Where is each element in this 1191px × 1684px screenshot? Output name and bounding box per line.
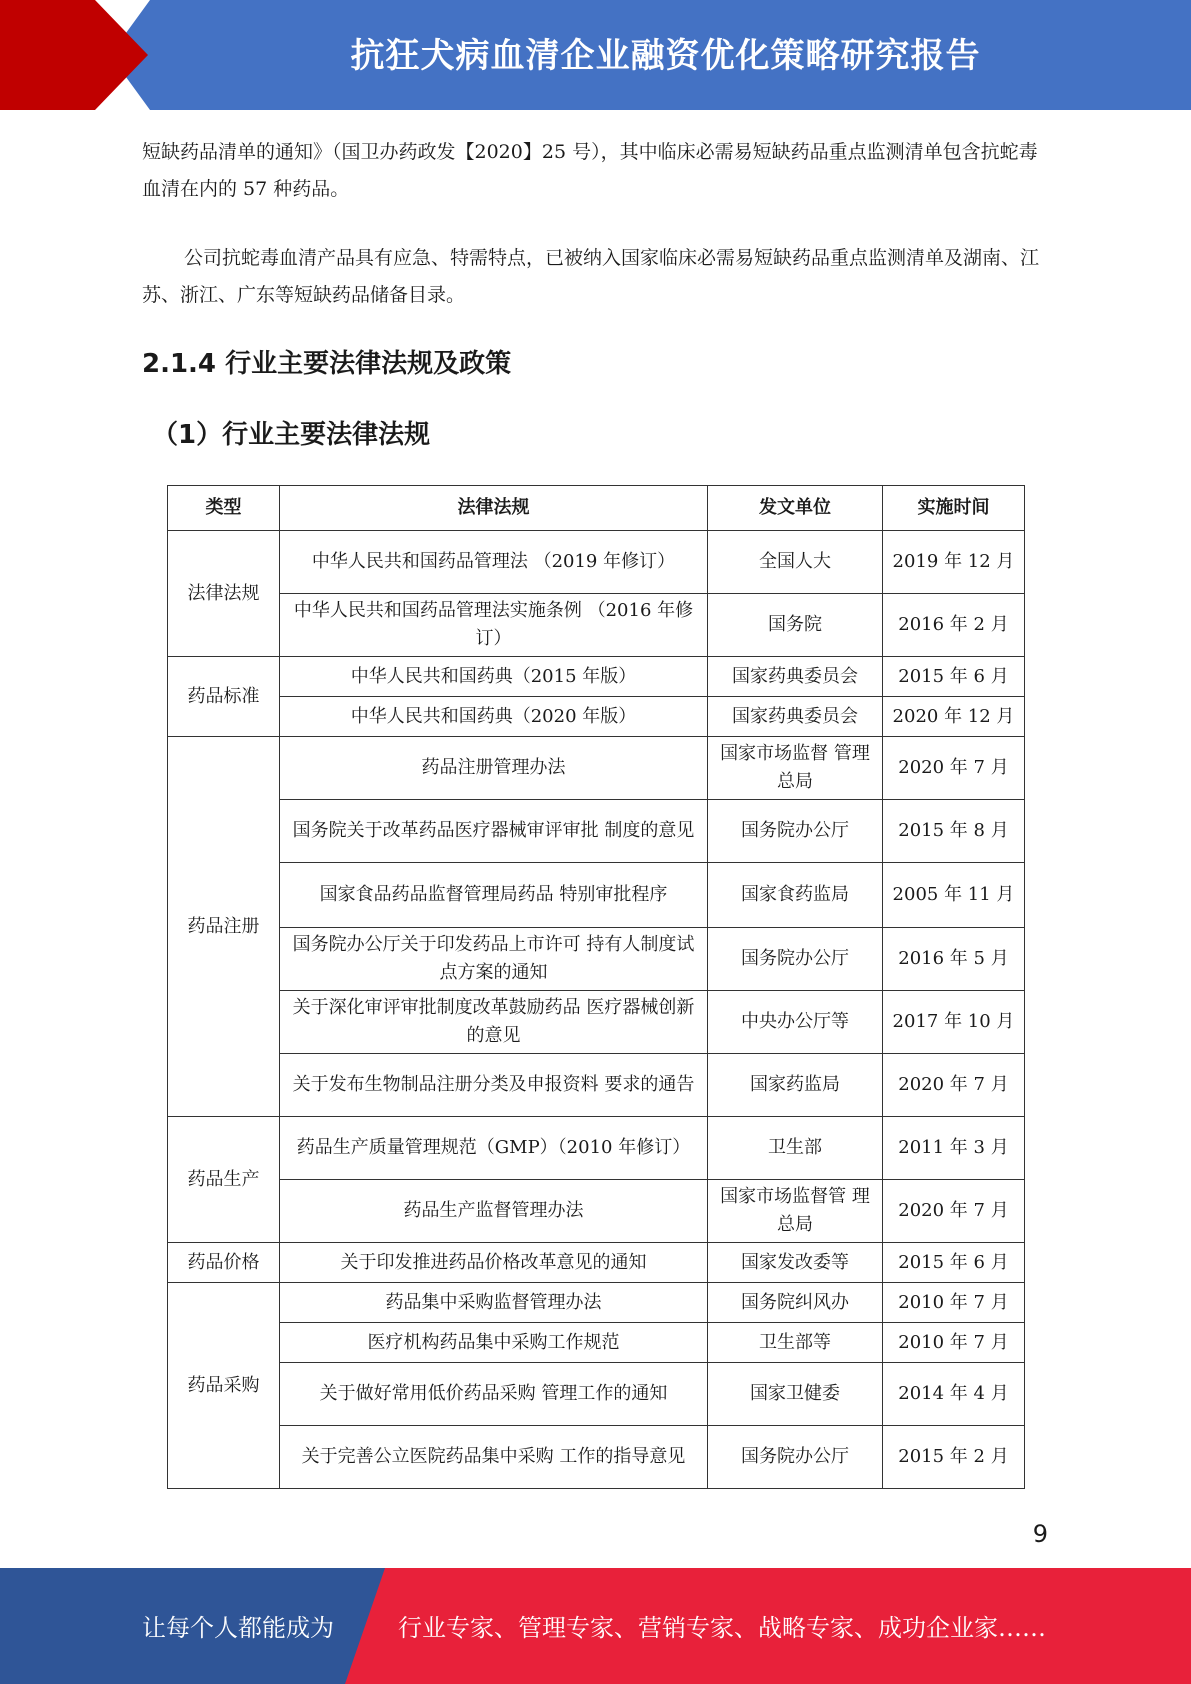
category-cell: 药品价格	[168, 1243, 280, 1283]
table-row	[168, 594, 1025, 657]
table-row	[168, 697, 1025, 737]
date-cell: 2015 年 6 月	[883, 657, 1025, 697]
law-cell: 药品集中采购监督管理办法	[280, 1283, 708, 1323]
header-date: 实施时间	[883, 486, 1025, 531]
issuer-cell: 国家市场监督 管理总局	[708, 737, 883, 800]
issuer-cell: 全国人大	[708, 531, 883, 594]
law-cell: 国务院关于改革药品医疗器械审评审批 制度的意见	[280, 800, 708, 863]
issuer-cell: 国家市场监督管 理总局	[708, 1180, 883, 1243]
table-row	[168, 991, 1025, 1054]
law-cell: 国家食品药品监督管理局药品 特别审批程序	[280, 863, 708, 928]
law-cell: 药品生产监督管理办法	[280, 1180, 708, 1243]
date-cell: 2019 年 12 月	[883, 531, 1025, 594]
table-row	[168, 800, 1025, 863]
issuer-cell: 国家食药监局	[708, 863, 883, 928]
law-cell: 中华人民共和国药典（2015 年版）	[280, 657, 708, 697]
law-cell: 国务院办公厅关于印发药品上市许可 持有人制度试点方案的通知	[280, 928, 708, 991]
table-row	[168, 1054, 1025, 1117]
issuer-cell: 国务院办公厅	[708, 1426, 883, 1489]
issuer-cell: 国家发改委等	[708, 1243, 883, 1283]
table-row	[168, 737, 1025, 800]
category-cell: 药品生产	[168, 1117, 280, 1243]
law-cell: 药品注册管理办法	[280, 737, 708, 800]
law-cell: 中华人民共和国药品管理法实施条例 （2016 年修订）	[280, 594, 708, 657]
sub-heading: （1）行业主要法律法规	[152, 420, 431, 450]
issuer-cell: 中央办公厅等	[708, 991, 883, 1054]
date-cell: 2020 年 7 月	[883, 1180, 1025, 1243]
date-cell: 2017 年 10 月	[883, 991, 1025, 1054]
date-cell: 2016 年 2 月	[883, 594, 1025, 657]
footer-slogan-left: 让每个人都能成为	[142, 1614, 334, 1642]
date-cell: 2014 年 4 月	[883, 1363, 1025, 1426]
law-cell: 关于发布生物制品注册分类及申报资料 要求的通告	[280, 1054, 708, 1117]
date-cell: 2015 年 6 月	[883, 1243, 1025, 1283]
date-cell: 2020 年 12 月	[883, 697, 1025, 737]
paragraph-1: 短缺药品清单的通知》（国卫办药政发【2020】25 号），其中临床必需易短缺药品重点监测清单包含抗蛇毒血清在内的 57 种药品。	[142, 141, 1038, 200]
page-number: 9	[1032, 1520, 1048, 1548]
report-title: 抗狂犬病血清企业融资优化策略研究报告	[350, 36, 981, 76]
category-cell: 药品采购	[168, 1283, 280, 1489]
table-row	[168, 1426, 1025, 1489]
issuer-cell: 国家药典委员会	[708, 697, 883, 737]
law-cell: 药品生产质量管理规范（GMP）（2010 年修订）	[280, 1117, 708, 1180]
issuer-cell: 国家卫健委	[708, 1363, 883, 1426]
issuer-cell: 国务院	[708, 594, 883, 657]
date-cell: 2020 年 7 月	[883, 737, 1025, 800]
date-cell: 2020 年 7 月	[883, 1054, 1025, 1117]
paragraph-2: 公司抗蛇毒血清产品具有应急、特需特点，已被纳入国家临床必需易短缺药品重点监测清单及湖南、江苏、浙江、广东等短缺药品储备目录。	[142, 247, 1040, 306]
table-row	[168, 531, 1025, 594]
table-row	[168, 1243, 1025, 1283]
table-header-row	[168, 486, 1025, 531]
section-heading: 2.1.4 行业主要法律法规及政策	[142, 349, 512, 379]
header-type: 类型	[168, 486, 280, 531]
table-row	[168, 1323, 1025, 1363]
category-cell: 药品注册	[168, 737, 280, 1117]
issuer-cell: 国务院纠风办	[708, 1283, 883, 1323]
table-row	[168, 1283, 1025, 1323]
table-row	[168, 657, 1025, 697]
table-row	[168, 1363, 1025, 1426]
issuer-cell: 卫生部等	[708, 1323, 883, 1363]
issuer-cell: 国家药典委员会	[708, 657, 883, 697]
table-row	[168, 1117, 1025, 1180]
issuer-cell: 卫生部	[708, 1117, 883, 1180]
date-cell: 2005 年 11 月	[883, 863, 1025, 928]
footer-slogan-right: 行业专家、管理专家、营销专家、战略专家、成功企业家……	[398, 1614, 1046, 1642]
page-header	[0, 0, 1191, 110]
law-cell: 关于完善公立医院药品集中采购 工作的指导意见	[280, 1426, 708, 1489]
law-cell: 关于印发推进药品价格改革意见的通知	[280, 1243, 708, 1283]
issuer-cell: 国务院办公厅	[708, 800, 883, 863]
header-law: 法律法规	[280, 486, 708, 531]
law-cell: 关于深化审评审批制度改革鼓励药品 医疗器械创新的意见	[280, 991, 708, 1054]
category-cell: 药品标准	[168, 657, 280, 737]
date-cell: 2010 年 7 月	[883, 1283, 1025, 1323]
table-row	[168, 1180, 1025, 1243]
law-cell: 关于做好常用低价药品采购 管理工作的通知	[280, 1363, 708, 1426]
date-cell: 2015 年 8 月	[883, 800, 1025, 863]
issuer-cell: 国家药监局	[708, 1054, 883, 1117]
law-cell: 中华人民共和国药品管理法 （2019 年修订）	[280, 531, 708, 594]
date-cell: 2015 年 2 月	[883, 1426, 1025, 1489]
law-cell: 医疗机构药品集中采购工作规范	[280, 1323, 708, 1363]
date-cell: 2011 年 3 月	[883, 1117, 1025, 1180]
laws-table	[167, 485, 1025, 1489]
table-row	[168, 863, 1025, 928]
law-cell: 中华人民共和国药典（2020 年版）	[280, 697, 708, 737]
date-cell: 2016 年 5 月	[883, 928, 1025, 991]
category-cell: 法律法规	[168, 531, 280, 657]
page-footer	[0, 1568, 1191, 1684]
header-issuer: 发文单位	[708, 486, 883, 531]
issuer-cell: 国务院办公厅	[708, 928, 883, 991]
table-row	[168, 928, 1025, 991]
date-cell: 2010 年 7 月	[883, 1323, 1025, 1363]
